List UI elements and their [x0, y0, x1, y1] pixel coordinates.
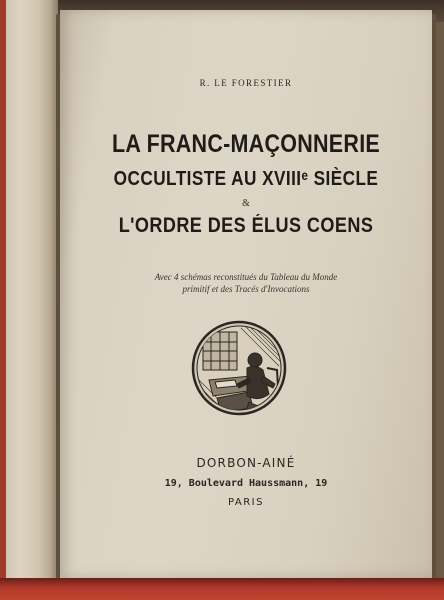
publisher-name: DORBON-AINÉ — [196, 456, 296, 470]
title-page — [60, 10, 432, 578]
publisher-city: PARIS — [228, 497, 264, 508]
book-cover-bottom — [0, 578, 444, 600]
engraved-scholar-vignette-icon — [189, 318, 289, 418]
subtitle-line-2: primitif et des Tracés d'Invocations — [182, 284, 310, 294]
subtitle-line-1: Avec 4 schémas reconstitués du Tableau du Monde — [154, 272, 338, 282]
title-line-1: LA FRANC-MAÇONNERIE — [111, 130, 381, 158]
title-ampersand: & — [242, 198, 250, 209]
author-name: R. LE FORESTIER — [199, 78, 293, 88]
book-spine — [0, 0, 58, 600]
publisher-address: 19, Boulevard Haussmann, 19 — [164, 478, 328, 489]
book-cover-edge — [0, 0, 6, 600]
title-line-3: L'ORDRE DES ÉLUS COENS — [118, 214, 374, 237]
title-line-2: OCCULTISTE AU XVIIIᵉ SIÈCLE — [113, 168, 379, 190]
